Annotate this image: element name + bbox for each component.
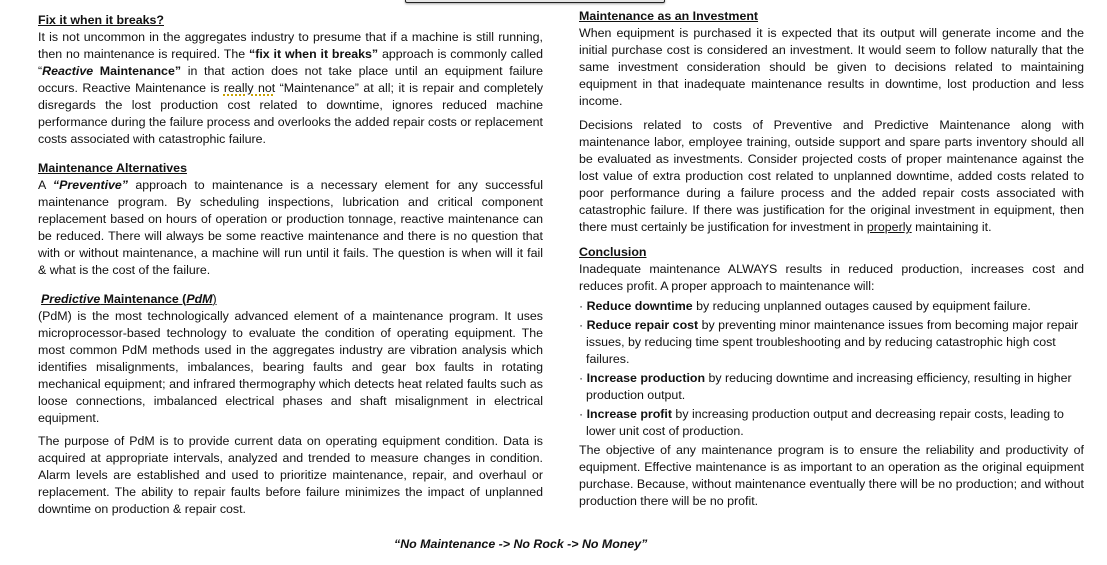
bullet-bold: Reduce repair cost: [586, 318, 699, 332]
paragraph-reactive: [38, 29, 543, 148]
text: approach to maintenance is a necessary element for any successful maintenance program. By scheduling inspections, lubrication and critical component replacement based on hours of operation or production tonnage, reactive maintenance can be reduced. There will always be some reactive maintenance and there is no question that with or without maintenance, a machine will run until it fails. The question is when will it fail & what is the cost of the failure.: [38, 178, 543, 277]
grammar-flagged-text[interactable]: really not: [223, 81, 276, 95]
paragraph-conclusion-closing: The objective of any maintenance program is to ensure the reliability and productivity of equipment. Effective maintenance is as important to an operation as the original equipment purchase. Because, without maintenance eventually there will be no production; and without production there will be no profit.: [579, 443, 1084, 508]
text: “Maintenance” at all; it is repair and completely disregards the lost production cost related to downtime, ignores reduced machine performance during the failure process and overlooks the added repair costs or replacement costs associated with catastrophic failure.: [38, 81, 544, 146]
bold-italic-term: Reactive: [42, 64, 94, 78]
bullet-item: [579, 298, 1084, 315]
heading-text: ): [212, 292, 217, 306]
heading-alternatives: Maintenance Alternatives: [38, 161, 187, 175]
heading-italic: Predictive: [41, 292, 101, 306]
paragraph-investment-1: When equipment is purchased it is expected that its output will generate income and the initial purchase cost is considered an investment. It would seem to follow naturally that the same investment consideration should be given to decisions related to maintaining equipment in that inadequate maintenance results in downtime, lost production and less income.: [579, 26, 1084, 108]
text: in that action does not take place until an equipment failure occurs. Reactive Maintenance is: [38, 64, 543, 95]
bullet-text: by reducing downtime and increasing efficiency, resulting in higher production output.: [586, 371, 1072, 402]
text: A: [38, 178, 53, 192]
bold-italic-term: “Preventive”: [52, 178, 128, 192]
heading-predictive: [38, 291, 543, 308]
paragraph-pdm-purpose: The purpose of PdM is to provide current data on operating equipment condition. Data is acquired at appropriate intervals, analyzed and trended to measure changes in condition. Alarm levels are established and used to prioritize maintenance, repair, and overhaul or replacement. The ability to repair faults before failure minimizes the impact of unplanned downtime on production & repair cost.: [38, 434, 543, 516]
bullet-icon: ·: [579, 371, 584, 385]
text: maintaining it.: [911, 220, 992, 234]
cut-off-text-line: [310, 558, 910, 565]
heading-italic: PdM: [186, 292, 213, 306]
heading-fix-it: Fix it when it breaks?: [38, 13, 164, 27]
bold-phrase: “fix it when it breaks”: [249, 47, 379, 61]
text: approach is commonly called “: [38, 47, 543, 78]
bullet-bold: Increase production: [586, 371, 706, 385]
bullet-icon: ·: [579, 299, 584, 313]
bullet-item: [579, 406, 1084, 440]
paragraph-investment-2: [579, 117, 1084, 236]
bullet-text: by reducing unplanned outages caused by equipment failure.: [692, 299, 1031, 313]
bullet-bold: Increase profit: [586, 407, 672, 421]
bullet-item: [579, 317, 1084, 368]
paragraph-pdm-intro: (PdM) is the most technologically advanced element of a maintenance program. It uses microprocessor-based technology to evaluate the condition of operating equipment. The most common PdM methods used in the aggregates industry are vibration analysis which identifies misalignments, imbalances, bearing faults and gear box faults in rotating mechanical equipment; and infrared thermography which detects heat related faults such as loose connections, imbalanced electrical phases and shaft misalignment in electrical equipment.: [38, 309, 543, 425]
bold-phrase: Maintenance”: [93, 64, 182, 78]
text: It is not uncommon in the aggregates industry to presume that if a machine is still running, then no maintenance is required. The: [38, 30, 543, 61]
paragraph-conclusion-intro: Inadequate maintenance ALWAYS results in reduced production, increases cost and reduces profit. A proper approach to maintenance will:: [579, 262, 1084, 293]
heading-investment: Maintenance as an Investment: [579, 9, 759, 23]
bullet-bold: Reduce downtime: [586, 299, 693, 313]
bullet-icon: ·: [579, 407, 584, 421]
bullet-item: [579, 370, 1084, 404]
bullet-text: by preventing minor maintenance issues from becoming major repair issues, by reducing time spent troubleshooting and by reducing catastrophic high cost failures.: [586, 318, 1079, 366]
heading-conclusion: Conclusion: [579, 245, 647, 259]
bullet-text: by increasing production output and decreasing repair costs, leading to lower unit cost of production.: [586, 407, 1064, 438]
bullet-icon: ·: [579, 318, 584, 332]
right-column: [579, 0, 1084, 510]
left-column: [38, 0, 543, 518]
underlined-word: properly: [866, 220, 912, 234]
footer-quote: “No Maintenance -> No Rock -> No Money”: [394, 537, 648, 551]
heading-text: Maintenance (: [100, 292, 187, 306]
paragraph-preventive: [38, 177, 543, 279]
text: Decisions related to costs of Preventive and Predictive Maintenance along with maintenance labor, employee training, outside support and spare parts inventory should all be evaluated as investments. Consider projected costs of proper maintenance against the lost value of extra production cost related to unplanned downtime, added costs related to poor performance during a failure process and the added repair costs associated with catastrophic failure. If there was justification for the original investment in equipment, then there must certainly be justification for investment in: [579, 118, 1084, 234]
